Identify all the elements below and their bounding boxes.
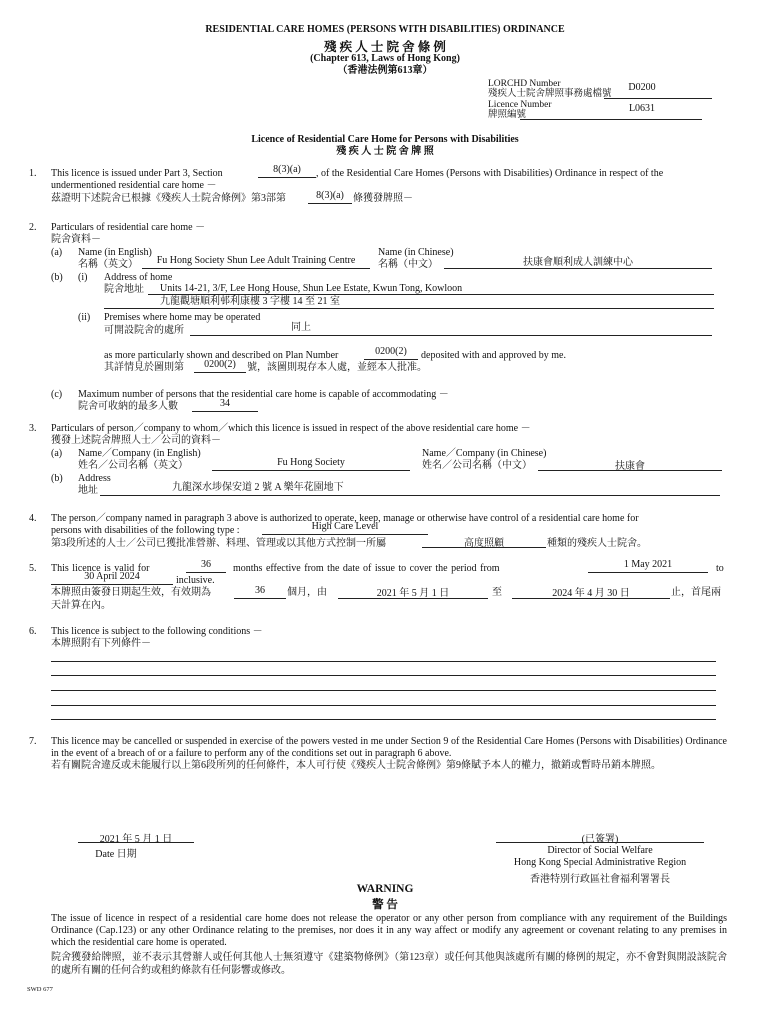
section-1-zh-a: 茲證明下述院舍已根據《殘疾人士院舍條例》第3部第 [51,193,286,204]
home-name-en-label: Name (in English) [78,247,152,258]
validity-months-zh-underline [234,598,286,599]
licensee-address-label-zh: 地址 [78,485,98,496]
section-4-text-b: persons with disabilities of the following type : [51,525,240,536]
section-6-text-zh: 本牌照附有下列條件－ [51,638,151,649]
form-code: SWD 677 [27,986,53,993]
validity-months-zh: 36 [255,585,265,596]
plan-number-zh: 0200(2) [204,359,236,370]
section-4-number: 4. [29,513,37,524]
home-type-zh-underline [422,547,546,548]
licence-label-en: Licence Number [488,100,552,110]
ordinance-title-zh: 殘 疾 人 士 院 舍 條 例 [324,40,446,54]
period-to-zh: 2024 年 4 月 30 日 [552,588,630,599]
section-1-number: 1. [29,168,37,179]
section-1-zh-underline [308,203,352,204]
section-5-zh-e: 天計算在內。 [51,600,111,611]
ordinance-title-en: RESIDENTIAL CARE HOMES (PERSONS WITH DISABILITIES) ORDINANCE [205,24,565,35]
licence-underline [520,119,702,120]
section-3-head-zh: 獲發上述院舍牌照人士／公司的資料－ [51,435,221,446]
warning-title-en: WARNING [356,883,414,895]
section-4-text-a: The person／company named in paragraph 3 above is authorized to operate, keep, manage or otherwise have control of a residential care home for [51,513,639,524]
warning-text-en: The issue of licence in respect of a residential care home does not release the operator or any other person from compliance with any requirement of the Buildings Ordinance (Cap.123) or any other Ordinance relating to the premises, nor does it in any way affect or modify any agreement or covenant relating to any premises in which the residential care home is operated. [51,913,727,948]
plan-number-zh-underline [194,372,246,373]
section-1-zh-b: 條獲發牌照－ [353,193,413,204]
period-to-zh-underline [512,598,670,599]
condition-line-1 [51,661,716,662]
home-address-underline-2 [104,308,714,309]
section-5-zh-c: 至 [492,587,502,598]
home-name-en-underline [142,268,370,269]
section-2-head-en: Particulars of residential care home － [51,222,206,233]
plan-text-zh-b: 號，該圖則現存本人處，並經本人批准。 [247,362,427,373]
section-3-head-en: Particulars of person／company to whom／which this licence is issued in respect of the above residential care home － [51,423,531,434]
section-2-a: (a) [51,247,63,258]
section-1-section-zh: 8(3)(a) [316,190,344,201]
validity-months-underline [186,572,226,573]
home-address-zh: 九龍觀塘順利邨利康樓 3 字樓 14 至 21 室 [160,296,340,307]
section-2-head-zh: 院舍資料－ [51,234,101,245]
section-2-b: (b) [51,272,63,283]
home-address-label-zh: 院舍地址 [104,284,144,295]
premises-label-zh: 可開設院舍的處所 [104,325,184,336]
section-4-zh-b: 種類的殘疾人士院舍。 [547,538,647,549]
max-persons-underline [192,411,258,412]
licence-number: L0631 [628,103,656,114]
signatory-title-3: 香港特別行政區社會福利署署長 [530,874,670,885]
condition-line-4 [51,705,716,706]
issue-date-underline [78,842,194,843]
section-5-inclusive: inclusive. [176,575,215,586]
home-type-zh: 高度照顧 [464,538,504,549]
licence-title-en: Licence of Residential Care Home for Persons with Disabilities [251,134,519,145]
section-4-zh-a: 第3段所述的人士／公司已獲批准營辦、料理、管理或以其他方式控制一所屬 [51,538,386,549]
lorchd-label-en: LORCHD Number [488,79,561,89]
licence-label-zh: 牌照編號 [488,110,527,120]
signatory-title-1: Director of Social Welfare [547,845,653,856]
period-to-underline [51,584,173,585]
chapter-zh: （香港法例第613章） [337,65,433,76]
licensee-name-zh-underline [538,470,722,471]
licensee-name-zh: 扶康會 [615,461,645,472]
plan-text-zh-a: 其詳情見於圖則第 [104,362,184,373]
licence-title-zh: 殘 疾 人 士 院 舍 牌 照 [336,146,434,157]
period-from-zh: 2021 年 5 月 1 日 [376,588,450,599]
section-7-number: 7. [29,736,37,747]
signed-mark: (已簽署) [581,834,619,845]
condition-line-3 [51,690,716,691]
validity-months: 36 [201,559,211,570]
licensee-name-en-underline [212,470,410,471]
licensee-address-label-en: Address [78,473,111,484]
section-1-text-a: This licence is issued under Part 3, Section [51,168,223,179]
licensee-name-zh-label: Name／Company (in Chinese) [422,448,547,459]
signature-line [496,842,704,843]
lorchd-label-zh: 殘疾人士院舍牌照事務處檔號 [488,89,612,99]
section-6-text-en: This licence is subject to the following conditions － [51,626,263,637]
plan-text-en-b: deposited with and approved by me. [421,350,566,361]
section-2-c: (c) [51,389,63,400]
licensee-name-en-label: Name／Company (in English) [78,448,201,459]
premises-value: 同上 [291,322,311,333]
licensee-address-value: 九龍深水埗保安道 2 號 A 樂年花園地下 [172,482,344,493]
plan-text-en-a: as more particularly shown and described on Plan Number [104,350,339,361]
section-5-number: 5. [29,563,37,574]
lorchd-underline [604,98,712,99]
home-address-underline-1 [148,294,714,295]
home-address-en: Units 14-21, 3/F, Lee Hong House, Shun Lee Estate, Kwun Tong, Kowloon [160,283,463,294]
licensee-address-underline [100,495,720,496]
condition-line-5 [51,719,716,720]
premises-underline [190,335,712,336]
section-7-text-zh: 若有關院舍違反或未能履行以上第6段所列的任何條件，本人可行使《殘疾人士院舍條例》第9條賦予本人的權力，撤銷或暫時吊銷本牌照。 [51,760,661,771]
section-2-number: 2. [29,222,37,233]
section-5-to: to [716,563,724,574]
period-from-en: 1 May 2021 [623,559,673,570]
warning-text-zh: 院舍獲發給牌照，並不表示其營辦人或任何其他人士無須遵守《建築物條例》（第123章）或任何其他與該處所有關的條例的規定，亦不會對與開設該院舍的處所有關的任何合約或租約條款有任何影響或修改。 [51,952,727,976]
section-1-section: 8(3)(a) [273,164,301,175]
section-1-text-b: , of the Residential Care Homes (Persons with Disabilities) Ordinance in respect of the [316,168,664,179]
signatory-title-2: Hong Kong Special Administrative Region [513,857,687,868]
home-name-en: Fu Hong Society Shun Lee Adult Training Centre [156,255,356,266]
issue-date: 2021 年 5 月 1 日 [99,834,173,845]
chapter-en: (Chapter 613, Laws of Hong Kong) [310,53,460,64]
plan-number-underline [364,359,418,360]
section-1-underline [258,177,316,178]
section-7-text-en: This licence may be cancelled or suspended in exercise of the powers vested in me under Section 9 of the Residential Care Homes (Persons with Disabilities) Ordinance in the event of a breach of or a failure to perform any of the conditions set out in paragraph 6 above. [51,736,727,759]
home-name-zh-underline [444,268,712,269]
section-5-text-a: This licence is valid for [51,563,150,574]
section-3-a: (a) [51,448,63,459]
max-persons-value: 34 [220,398,230,409]
section-5-zh-b: 個月，由 [287,587,327,598]
section-2-b-i: (i) [78,272,88,283]
licensee-name-en: Fu Hong Society [277,457,345,468]
home-name-zh-label-zh: 名稱（中文） [378,259,438,270]
section-3-number: 3. [29,423,37,434]
period-from-underline [588,572,708,573]
home-name-zh-label: Name (in Chinese) [378,247,454,258]
period-to-en: 30 April 2024 [84,571,140,582]
section-5-text-b: months effective from the date of issue to cover the period from [233,563,500,574]
home-name-en-label-zh: 名稱（英文） [78,259,138,270]
issue-date-label: Date 日期 [95,849,137,860]
home-type-en: High Care Level [311,521,379,532]
max-persons-label-zh: 院舍可收納的最多人數 [78,401,178,412]
plan-number: 0200(2) [375,346,407,357]
period-from-zh-underline [338,598,488,599]
section-5-zh-d: 止，首尾兩 [671,587,721,598]
section-2-b-ii: (ii) [78,312,91,323]
licensee-name-en-label-zh: 姓名／公司名稱（英文） [78,460,188,471]
premises-label-en: Premises where home may be operated [104,312,261,323]
section-6-number: 6. [29,626,37,637]
licensee-name-zh-label-zh: 姓名／公司名稱（中文） [422,460,532,471]
warning-title-zh: 警 告 [372,899,398,911]
section-3-b: (b) [51,473,63,484]
lorchd-number: D0200 [628,82,656,93]
home-type-en-underline [262,534,428,535]
condition-line-2 [51,675,716,676]
home-address-label-en: Address of home [104,272,173,283]
section-5-zh-a: 本牌照由簽發日期起生效，有效期為 [51,587,211,598]
max-persons-label-en: Maximum number of persons that the residential care home is capable of accommodating － [78,389,449,400]
section-1-text-c: undermentioned residential care home － [51,180,217,191]
home-name-zh: 扶康會順利成人訓練中心 [523,257,633,268]
